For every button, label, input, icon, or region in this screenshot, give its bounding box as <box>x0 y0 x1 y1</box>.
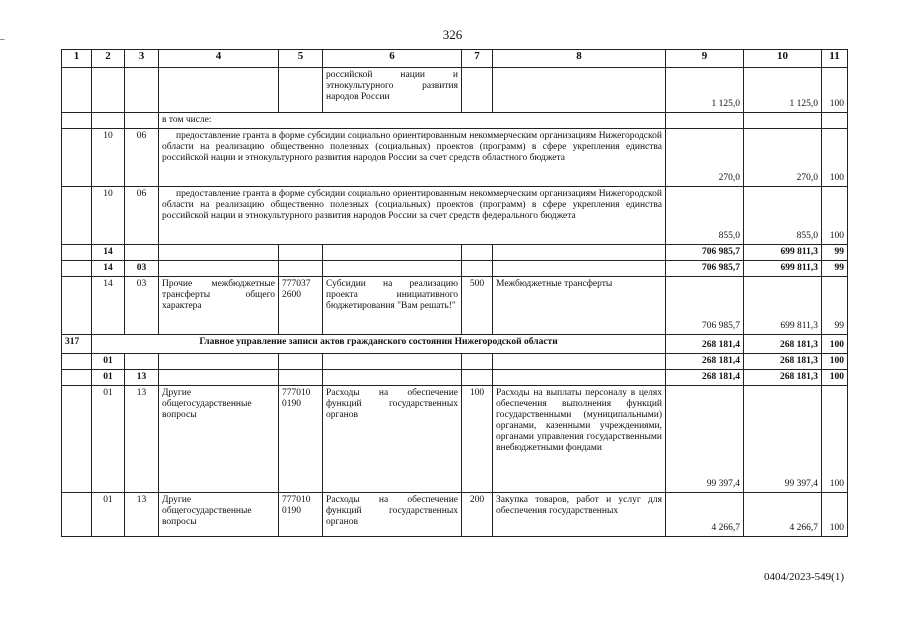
expense-type-name: Закупка товаров, работ и услуг для обеспечения государственных <box>493 493 666 537</box>
actual-amount: 268 181,3 <box>744 354 822 370</box>
section-name: Другие общегосударственные вопросы <box>159 386 279 493</box>
planned-amount: 855,0 <box>666 187 744 245</box>
table-row <box>62 261 848 277</box>
expense-description: российской нации и этнокультурного развития народов России <box>323 68 462 113</box>
section-code: 01 <box>92 493 125 537</box>
col-header: 4 <box>159 50 279 68</box>
agency-code: 317 <box>62 335 92 354</box>
planned-amount: 4 266,7 <box>666 493 744 537</box>
planned-amount: 706 985,7 <box>666 277 744 335</box>
subsection-code: 13 <box>125 370 159 386</box>
col-header: 10 <box>744 50 822 68</box>
corner-mark: – <box>0 34 5 44</box>
col-header: 7 <box>462 50 493 68</box>
col-header: 9 <box>666 50 744 68</box>
planned-amount: 270,0 <box>666 129 744 187</box>
expense-type-code: 500 <box>462 277 493 335</box>
target-article-code: 777010 0190 <box>279 386 323 493</box>
col-header: 1 <box>62 50 92 68</box>
table-row <box>62 129 848 187</box>
table-row <box>62 354 848 370</box>
section-code: 14 <box>92 261 125 277</box>
target-article-code: 777037 2600 <box>279 277 323 335</box>
execution-percent: 100 <box>822 386 848 493</box>
col-header: 3 <box>125 50 159 68</box>
table-row <box>62 68 848 113</box>
section-code: 14 <box>92 277 125 335</box>
col-header: 5 <box>279 50 323 68</box>
subsection-code: 13 <box>125 493 159 537</box>
planned-amount: 706 985,7 <box>666 261 744 277</box>
document-code: 0404/2023-549(1) <box>763 571 844 583</box>
subsection-code: 06 <box>125 187 159 245</box>
actual-amount: 855,0 <box>744 187 822 245</box>
execution-percent: 100 <box>822 129 848 187</box>
column-number-row <box>62 50 848 68</box>
execution-percent: 100 <box>822 370 848 386</box>
subsection-code <box>125 245 159 261</box>
budget-table <box>61 49 848 537</box>
table-row <box>62 493 848 537</box>
col-header: 6 <box>323 50 462 68</box>
subsection-code: 06 <box>125 129 159 187</box>
actual-amount: 4 266,7 <box>744 493 822 537</box>
actual-amount: 270,0 <box>744 129 822 187</box>
section-code: 10 <box>92 187 125 245</box>
section-code: 14 <box>92 245 125 261</box>
expense-description: Расходы на обеспечение функций государственных органов <box>323 493 462 537</box>
section-code: 01 <box>92 386 125 493</box>
actual-amount: 699 811,3 <box>744 261 822 277</box>
expense-type-code: 200 <box>462 493 493 537</box>
grant-description: предоставление гранта в форме субсидии социально ориентированным некоммерческим организациям Нижегородской области на реализацию общественно полезных (социальных) проектов (программ) в сфере укрепления единства российской нации и этнокультурного развития народов России за счет средств федерального бюджета <box>159 187 666 245</box>
target-article-code: 777010 0190 <box>279 493 323 537</box>
planned-amount: 1 125,0 <box>666 68 744 113</box>
expense-type-code: 100 <box>462 386 493 493</box>
actual-amount: 699 811,3 <box>744 277 822 335</box>
execution-percent: 100 <box>822 187 848 245</box>
note-text: в том числе: <box>159 113 666 129</box>
subsection-code <box>125 354 159 370</box>
planned-amount: 268 181,4 <box>666 335 744 354</box>
table-row <box>62 335 848 354</box>
section-name: Прочие межбюджетные трансферты общего характера <box>159 277 279 335</box>
expense-type-name: Межбюджетные трансферты <box>493 277 666 335</box>
col-header: 8 <box>493 50 666 68</box>
expense-description: Расходы на обеспечение функций государственных органов <box>323 386 462 493</box>
actual-amount: 268 181,3 <box>744 370 822 386</box>
planned-amount: 99 397,4 <box>666 386 744 493</box>
planned-amount: 706 985,7 <box>666 245 744 261</box>
table-row <box>62 245 848 261</box>
execution-percent: 99 <box>822 245 848 261</box>
section-code: 01 <box>92 354 125 370</box>
execution-percent: 100 <box>822 68 848 113</box>
subsection-code: 13 <box>125 386 159 493</box>
col-header: 11 <box>822 50 848 68</box>
table-row <box>62 113 848 129</box>
page-number: 326 <box>442 27 463 42</box>
actual-amount: 699 811,3 <box>744 245 822 261</box>
actual-amount: 99 397,4 <box>744 386 822 493</box>
execution-percent: 99 <box>822 261 848 277</box>
planned-amount: 268 181,4 <box>666 354 744 370</box>
table-row <box>62 370 848 386</box>
actual-amount: 1 125,0 <box>744 68 822 113</box>
execution-percent: 100 <box>822 335 848 354</box>
planned-amount: 268 181,4 <box>666 370 744 386</box>
subsection-code: 03 <box>125 277 159 335</box>
col-header: 2 <box>92 50 125 68</box>
execution-percent: 100 <box>822 354 848 370</box>
section-code: 10 <box>92 129 125 187</box>
table-row <box>62 386 848 493</box>
execution-percent: 100 <box>822 493 848 537</box>
table-row <box>62 277 848 335</box>
agency-title: Главное управление записи актов гражданского состояния Нижегородской области <box>92 335 666 354</box>
section-code: 01 <box>92 370 125 386</box>
actual-amount: 268 181,3 <box>744 335 822 354</box>
subsection-code: 03 <box>125 261 159 277</box>
expense-type-name: Расходы на выплаты персоналу в целях обеспечения выполнения функций государственными (муниципальными) органами, казенными учреждениями, органами управления государственными внебюджетными фондами <box>493 386 666 493</box>
expense-description: Субсидии на реализацию проекта инициативного бюджетирования "Вам решать!" <box>323 277 462 335</box>
grant-description: предоставление гранта в форме субсидии социально ориентированным некоммерческим организациям Нижегородской области на реализацию общественно полезных (социальных) проектов (программ) в сфере укрепления единства российской нации и этнокультурного развития народов России за счет средств областного бюджета <box>159 129 666 187</box>
execution-percent: 99 <box>822 277 848 335</box>
table-row <box>62 187 848 245</box>
section-name: Другие общегосударственные вопросы <box>159 493 279 537</box>
